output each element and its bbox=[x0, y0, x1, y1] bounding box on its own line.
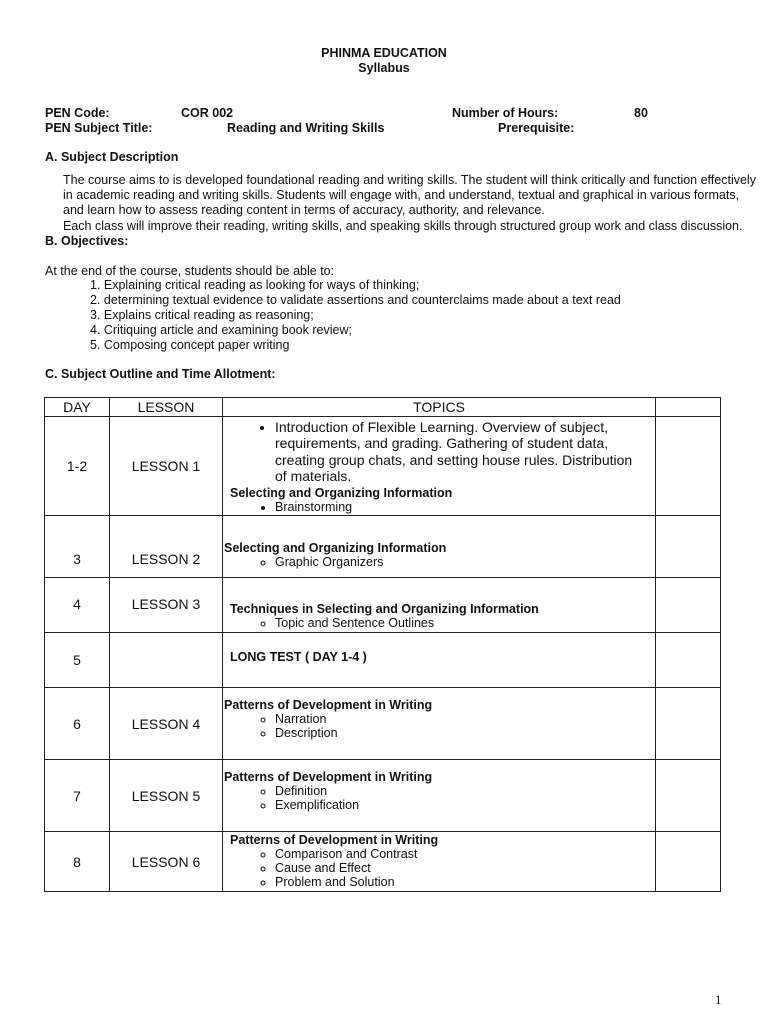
day-cell: 5 bbox=[45, 633, 110, 688]
topic-list bbox=[223, 555, 655, 569]
subject-title-value: Reading and Writing Skills bbox=[227, 121, 385, 135]
doc-title: Syllabus bbox=[358, 61, 410, 75]
blank-cell bbox=[656, 832, 721, 892]
topic-title: Techniques in Selecting and Organizing Information bbox=[230, 602, 539, 616]
intro-bullet-list bbox=[223, 419, 655, 485]
section-a-heading: A. Subject Description bbox=[45, 150, 179, 164]
topic-title: Patterns of Development in Writing bbox=[224, 770, 433, 784]
subject-title-label: PEN Subject Title: bbox=[45, 121, 153, 135]
topic-list bbox=[223, 784, 655, 812]
blank-cell bbox=[656, 633, 721, 688]
topics-cell bbox=[223, 417, 656, 516]
lesson-cell: LESSON 1 bbox=[110, 417, 223, 516]
page-number: 1 bbox=[715, 992, 722, 1007]
day-cell: 6 bbox=[45, 688, 110, 760]
section-c-heading: C. Subject Outline and Time Allotment: bbox=[45, 367, 276, 381]
topic-item: ◦ Graphic Organizers bbox=[275, 555, 655, 569]
topics-cell bbox=[223, 760, 656, 832]
pen-code-value: COR 002 bbox=[181, 106, 234, 120]
org-title: PHINMA EDUCATION bbox=[321, 46, 447, 60]
pen-code-label: PEN Code: bbox=[45, 106, 110, 120]
topic-item: ◦ Cause and Effect bbox=[275, 861, 655, 875]
topics-cell bbox=[223, 578, 656, 633]
topic-item: ◦ Narration bbox=[275, 712, 655, 726]
topics-cell bbox=[223, 832, 656, 892]
description-line: in academic reading and writing skills. Students will engage with, and understand, textual and graphical in various formats, bbox=[63, 188, 740, 202]
topics-cell bbox=[223, 516, 656, 578]
topic-list bbox=[223, 712, 655, 740]
prerequisite-label: Prerequisite: bbox=[498, 121, 575, 135]
topic-item: ◦ Problem and Solution bbox=[275, 875, 655, 889]
table-row bbox=[45, 516, 721, 578]
day-cell: 8 bbox=[45, 832, 110, 892]
topic-item: ◦ Description bbox=[275, 726, 655, 740]
table-row bbox=[45, 688, 721, 760]
topic-title: Selecting and Organizing Information bbox=[230, 485, 453, 500]
table-row bbox=[45, 417, 721, 516]
blank-cell bbox=[656, 688, 721, 760]
lesson-cell: LESSON 4 bbox=[110, 688, 223, 760]
lesson-cell bbox=[110, 633, 223, 688]
topic-title: Patterns of Development in Writing bbox=[224, 698, 433, 712]
blank-cell bbox=[656, 578, 721, 633]
blank-cell bbox=[656, 417, 721, 516]
objective-item: 5. Composing concept paper writing bbox=[90, 338, 290, 352]
topic-title: Patterns of Development in Writing bbox=[230, 833, 439, 847]
objective-item: 4. Critiquing article and examining book review; bbox=[90, 323, 352, 337]
long-test-label: LONG TEST ( DAY 1-4 ) bbox=[230, 650, 367, 664]
topic-item: ◦ Definition bbox=[275, 784, 655, 798]
blank-cell bbox=[656, 760, 721, 832]
day-cell: 3 bbox=[45, 516, 110, 578]
table-row bbox=[45, 760, 721, 832]
objective-item: 1. Explaining critical reading as looking for ways of thinking; bbox=[90, 278, 420, 292]
topic-list bbox=[223, 500, 655, 514]
topic-title: Selecting and Organizing Information bbox=[224, 540, 447, 555]
lesson-cell: LESSON 3 bbox=[110, 578, 223, 633]
topic-item: ◦ Topic and Sentence Outlines bbox=[275, 616, 655, 630]
day-cell: 7 bbox=[45, 760, 110, 832]
column-header-day: DAY bbox=[45, 398, 110, 417]
hours-label: Number of Hours: bbox=[452, 106, 559, 120]
lesson-cell: LESSON 5 bbox=[110, 760, 223, 832]
topic-item: • Brainstorming bbox=[275, 500, 655, 514]
objectives-intro: At the end of the course, students should be able to: bbox=[45, 264, 335, 278]
objective-item: 3. Explains critical reading as reasoning; bbox=[90, 308, 314, 322]
table-row bbox=[45, 633, 721, 688]
objective-item: 2. determining textual evidence to validate assertions and counterclaims made about a text read bbox=[90, 293, 621, 307]
description-line: Each class will improve their reading, writing skills, and speaking skills through structured group work and class discussion. bbox=[63, 219, 743, 233]
table-row bbox=[45, 578, 721, 633]
description-line: and learn how to assess reading content in terms of accuracy, authority, and relevance. bbox=[63, 203, 545, 217]
column-header-topics: TOPICS bbox=[223, 398, 656, 417]
lesson-cell: LESSON 6 bbox=[110, 832, 223, 892]
day-cell: 4 bbox=[45, 578, 110, 633]
section-b-heading: B. Objectives: bbox=[45, 234, 129, 248]
topic-item: ◦ Exemplification bbox=[275, 798, 655, 812]
lesson-cell: LESSON 2 bbox=[110, 516, 223, 578]
blank-cell bbox=[656, 516, 721, 578]
outline-table bbox=[44, 397, 721, 892]
description-line: The course aims to is developed foundational reading and writing skills. The student will think critically and function effectively bbox=[63, 173, 756, 187]
topic-list bbox=[223, 616, 655, 630]
topics-cell bbox=[223, 633, 656, 688]
column-header-lesson: LESSON bbox=[110, 398, 223, 417]
day-cell: 1-2 bbox=[45, 417, 110, 516]
topics-cell bbox=[223, 688, 656, 760]
table-header-row bbox=[45, 398, 721, 417]
topic-item: ◦ Comparison and Contrast bbox=[275, 847, 655, 861]
hours-value: 80 bbox=[634, 106, 648, 120]
topic-list bbox=[223, 847, 655, 889]
column-header-blank bbox=[656, 398, 721, 417]
intro-bullet: • Introduction of Flexible Learning. Overview of subject, requirements, and grading. Gathering of student data, creating group chats, and setting house rules. Distribution of materials. bbox=[275, 419, 645, 485]
table-row bbox=[45, 832, 721, 892]
